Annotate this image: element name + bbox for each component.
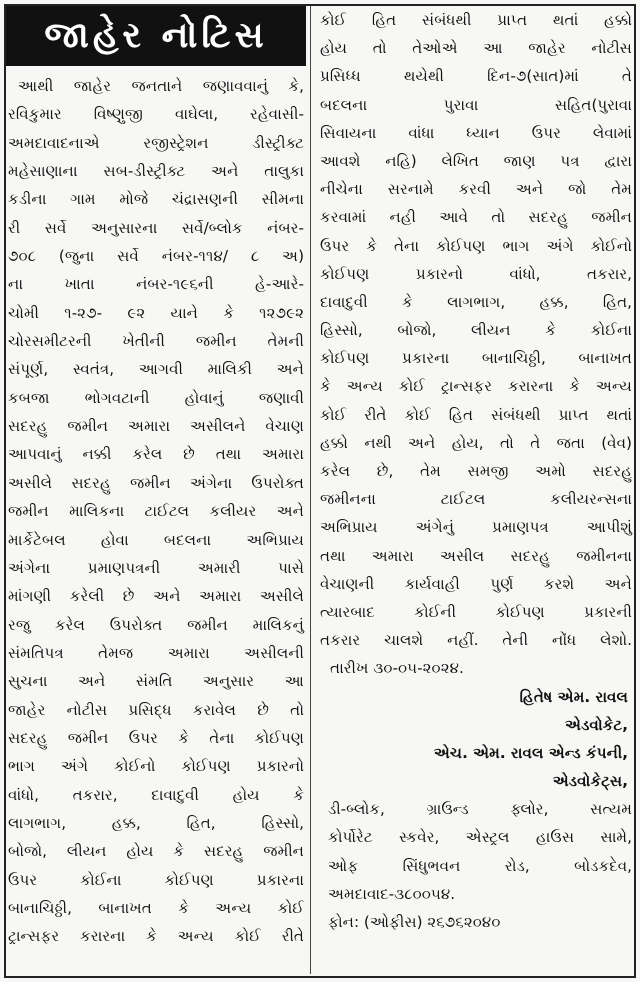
right-text-line-9: ઉપર કે તેના કોઈપણ ભાગ અંગે કોઈનો — [320, 236, 632, 255]
left-text-line-11: સંપૂર્ણ, સ્વતંત્ર, આગવી માલિકી અને — [8, 360, 304, 379]
left-text-line-15: અસીલે સદરહુ જમીન અંગેના ઉપરોક્ત — [8, 473, 304, 492]
left-text-line-22: સુચના અને સંમતિ અનુસાર આ — [8, 672, 304, 691]
right-text-line-4: બદલના પુરાવા સહિત(પુરાવા — [320, 95, 632, 114]
right-text-line-19: અભિપ્રાય અંગેનું પ્રમાણપત્ર આપીશું — [320, 518, 632, 537]
right-text-line-11: દાવાદુવી કે લાગભાગ, હક્ક, હિત, — [320, 292, 632, 311]
right-text-line-6: આવશે નહિ) લેખિત જાણ પત્ર દ્વારા — [320, 151, 632, 170]
left-text-line-9: ચોમી ૧-૨૭- ૯૨ યાને કે ૧૨૭૯૨ — [8, 303, 304, 322]
left-text-line-12: કબજા ભોગવટાની હોવાનું જણાવી — [8, 388, 304, 407]
left-text-line-8: ના ખાતા નંબર-૧૯૬ની હે-આરે- — [8, 275, 304, 294]
left-text-line-7: ૭૦૮ (જુના સર્વે નંબર-૧૧૪/ ૮ અ) — [8, 247, 304, 266]
right-text-line-20: તથા અમારા અસીલ સદરહુ જમીનના — [320, 546, 632, 565]
left-text-line-27: લાગભાગ, હક્ક, હિત, હિસ્સો, — [8, 813, 304, 832]
right-text-line-16: હક્કો નથી અને હોય, તો તે જતા (વેવ) — [320, 433, 632, 452]
address-line-5: ફોન: (ઓફીસ) ૨૬૭૬૨૦૪૦ — [328, 913, 501, 931]
left-text-line-1: આથી જાહેર જનતાને જણાવવાનું કે, — [18, 77, 304, 95]
right-body — [318, 6, 634, 654]
right-text-line-8: કરવામાં નહી આવે તો સદરહુ જમીન — [320, 208, 632, 227]
right-text-line-5: સિવાયના વાંધા ધ્યાન ઉપર લેવામાં — [320, 123, 632, 142]
left-text-line-25: ભાગ અંગે કોઈનો કોઈપણ પ્રકારનો — [8, 757, 304, 776]
left-column — [6, 6, 306, 951]
left-text-line-10: ચોરસમીટરની ખેતીની જમીન તેમની — [8, 332, 304, 351]
left-text-line-28: બોજો, લીયન હોય કે સદરહુ જમીન — [8, 842, 304, 861]
left-text-line-29: ઉપર કોઈના કોઈપણ પ્રકારના — [8, 870, 304, 889]
left-text-line-31: ટ્રાન્સફર કરારના કે અન્ય કોઈ રીતે — [8, 927, 304, 946]
right-text-line-13: કોઈપણ પ્રકારના બાનાચિઠ્ઠી, બાનાખત — [320, 349, 632, 368]
left-text-line-17: માર્કેટેબલ હોવા બદલના અભિપ્રાય — [8, 530, 304, 549]
left-text-line-30: બાનાચિઠ્ઠી, બાનાખત કે અન્ય કોઈ — [8, 898, 304, 917]
address-line-3: ઓફ સિંધુભવન રોડ, બોડકદેવ, — [328, 856, 632, 875]
left-text-line-3: અમદાવાદનાએ રજીસ્ટ્રેશન ડીસ્ટ્રીક્ટ — [8, 133, 304, 152]
right-text-line-15: કોઈ રીતે કોઈ હિત સંબંધથી પ્રાપ્ત થતાં — [320, 405, 632, 424]
right-text-line-22: ત્યારબાદ કોઈની કોઈપણ પ્રકારની — [320, 602, 632, 621]
address-block — [318, 795, 634, 936]
right-text-line-12: હિસ્સો, બોજો, લીયન કે કોઈના — [320, 321, 632, 340]
left-text-line-13: સદરહુ જમીન અમારા અસીલને વેચાણ — [8, 417, 304, 436]
right-text-line-18: જમીનના ટાઈટલ કલીયરન્સના — [320, 490, 632, 509]
address-line-2: કોર્પોરેટ સ્કવેર, એસ્ટ્રલ હાઉસ સામે, — [328, 828, 632, 847]
right-text-line-17: કરેલ છે, તેમ સમજી અમો સદરહુ — [320, 462, 632, 480]
right-text-line-23: તકરાર ચાલશે નહીં. તેની નોંધ લેશો. — [320, 631, 632, 650]
address-line-4: અમદાવાદ-૩૮૦૦૫૪. — [328, 884, 456, 903]
advocate-name: હિતેષ એમ. રાવલ — [519, 687, 628, 706]
right-text-line-2: હોય તો તેઓએ આ જાહેર નોટીસ — [320, 39, 632, 58]
left-text-line-23: જાહેર નોટીસ પ્રસિદ્ધ કરાવેલ છે તો — [8, 700, 304, 719]
left-text-line-18: અંગેના પ્રમાણપત્રની અમારી પાસે — [8, 558, 304, 577]
firm-title: એડવોકેટ્સ, — [552, 772, 628, 791]
left-text-line-6: રી સર્વે અનુસારના સર્વે/બ્લોક નંબર- — [8, 218, 304, 237]
left-text-line-24: સદરહુ જમીન ઉપર કે તેના કોઈપણ — [8, 728, 304, 747]
firm-name: એચ. એમ. રાવલ એન્ડ કંપની, — [433, 743, 628, 762]
left-text-line-16: જમીન માલિકના ટાઈટલ કલીયર અને — [8, 502, 304, 521]
left-text-line-14: આપવાનું નક્કી કરેલ છે તથા અમારા — [8, 445, 304, 464]
left-text-line-4: મહેસાણાના સબ-ડીસ્ટ્રીક્ટ અને તાલુકા — [8, 162, 304, 181]
left-text-line-20: રજુ કરેલ ઉપરોક્ત જમીન માલિકનું — [8, 615, 304, 634]
advocate-title: એડવોકેટ, — [565, 715, 628, 734]
right-column — [318, 6, 634, 936]
address-line-1: ડી-બ્લોક, ગ્રાઉન્ડ ફ્લોર, સત્યમ — [328, 800, 632, 819]
notice-date: તારીખ ૩૦-૦૫-૨૦૨૪. — [330, 659, 464, 678]
left-body — [6, 72, 306, 951]
notice-title: જાહેર નોટિસ — [6, 6, 306, 66]
column-divider — [310, 6, 311, 974]
left-text-line-19: માંગણી કરેલી છે અને અમારા અસીલે — [8, 587, 304, 606]
right-text-line-1: કોઈ હિત સંબંધથી પ્રાપ્ત થતાં હક્કો — [320, 11, 632, 29]
left-text-line-5: કડીના ગામ મોજે ચંદ્રાસણની સીમના — [8, 190, 304, 209]
right-text-line-10: કોઈપણ પ્રકારનો વાંધો, તકરાર, — [320, 264, 632, 283]
left-text-line-21: સંમતિપત્ર તેમજ અમારા અસીલની — [8, 643, 304, 662]
left-text-line-2: રવિકુમાર વિષ્ણુજી વાઘેલા, રહેવાસી- — [8, 105, 304, 124]
left-text-line-26: વાંધો, તકરાર, દાવાદુવી હોય કે — [8, 785, 304, 804]
right-text-line-7: નીચેના સરનામે કરવી અને જો તેમ — [320, 180, 632, 199]
right-text-line-21: વેચાણની કાર્યવાહી પુર્ણ કરશે અને — [320, 574, 632, 593]
right-text-line-3: પ્રસિધ્ધ થયેથી દિન-૭(સાત)માં તે — [320, 67, 632, 86]
right-text-line-14: કે અન્ય કોઈ ટ્રાન્સફર કરારના કે અન્ય — [320, 377, 632, 396]
